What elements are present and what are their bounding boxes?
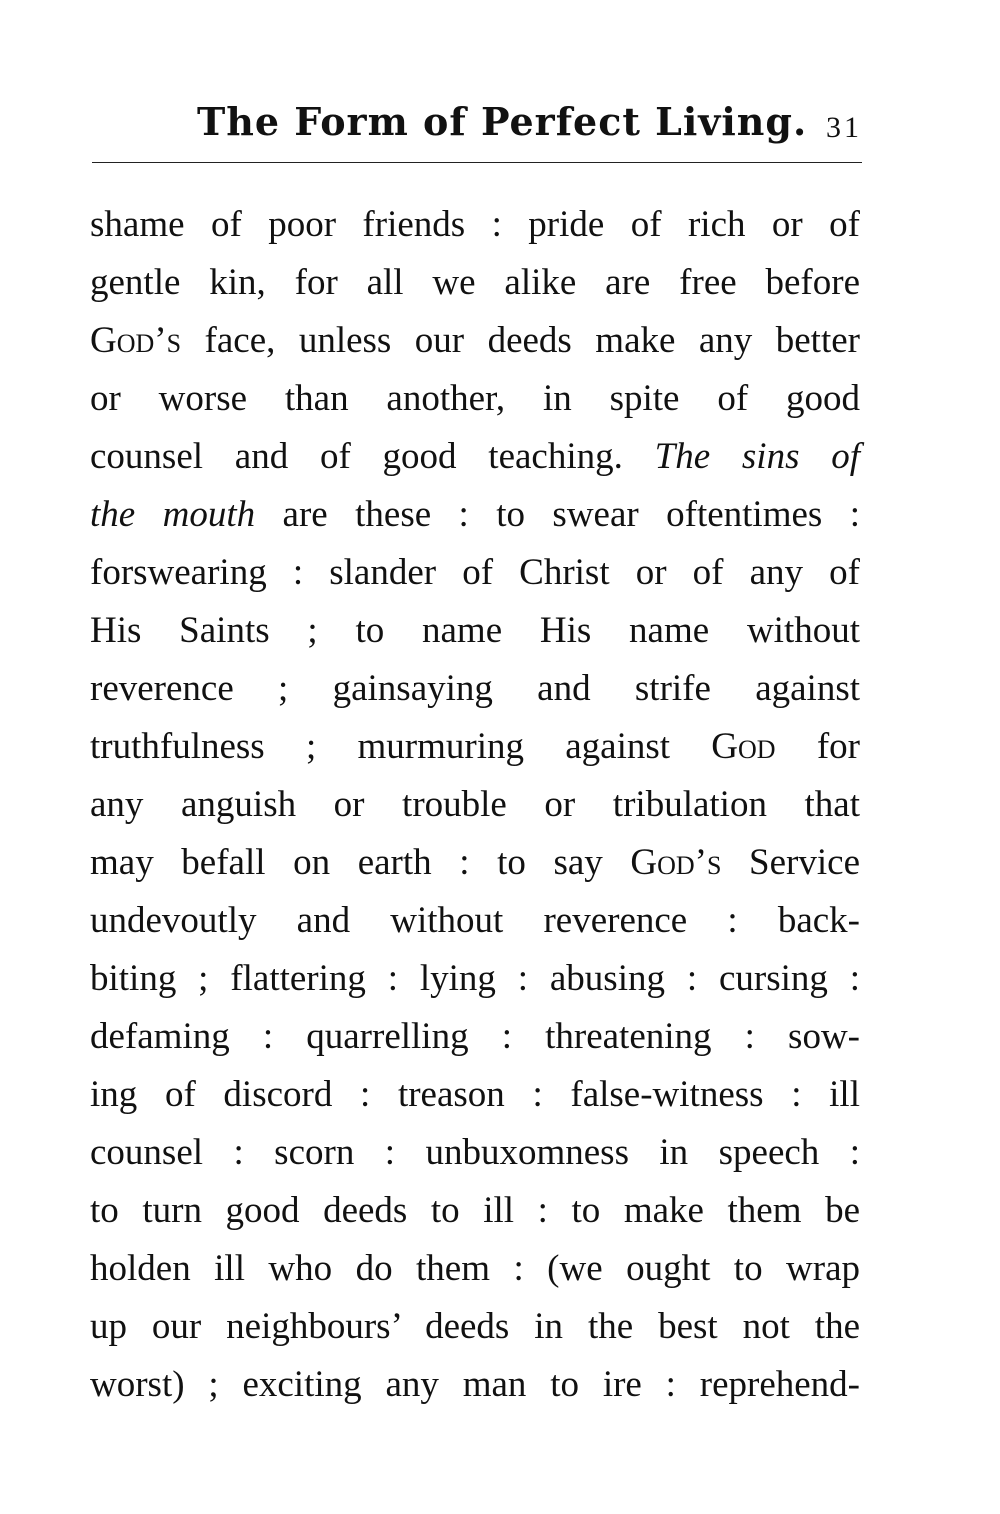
text-line: worst) ; exciting any man to ire : reprehend- <box>90 1364 860 1405</box>
running-title: The Form of Perfect Living. <box>197 99 808 144</box>
text-segment: may befall on earth : to say <box>90 842 631 883</box>
body-text <box>90 196 860 1414</box>
running-head <box>92 92 862 162</box>
text-line <box>90 718 860 776</box>
text-line <box>90 834 860 892</box>
text-line <box>90 428 860 486</box>
text-segment: counsel and of good teaching. <box>90 436 655 477</box>
text-line: or worse than another, in spite of good <box>90 378 860 419</box>
text-segment: Service <box>721 842 860 883</box>
text-segment: are these : to swear oftentimes : <box>255 494 861 535</box>
text-line <box>90 312 860 370</box>
text-line: defaming : quarrelling : threatening : sow- <box>90 1016 860 1057</box>
italic-phrase: The sins of <box>654 436 861 477</box>
text-line: His Saints ; to name His name without <box>90 610 860 651</box>
text-line: shame of poor friends : pride of rich or of <box>90 204 860 245</box>
small-caps-word: God <box>711 726 776 767</box>
header-rule <box>92 162 862 163</box>
text-line: holden ill who do them : (we ought to wrap <box>90 1248 860 1289</box>
text-line: to turn good deeds to ill : to make them be <box>90 1190 860 1231</box>
text-line: up our neighbours’ deeds in the best not the <box>90 1306 860 1347</box>
text-line <box>90 486 860 544</box>
text-line: any anguish or trouble or tribulation that <box>90 784 860 825</box>
text-segment: face, unless our deeds make any better <box>181 320 860 361</box>
text-line: ing of discord : treason : false-witness : ill <box>90 1074 860 1115</box>
text-line: biting ; flattering : lying : abusing : cursing : <box>90 958 860 999</box>
text-segment: for <box>775 726 860 767</box>
text-line: forswearing : slander of Christ or of any of <box>90 552 860 593</box>
text-line: gentle kin, for all we alike are free before <box>90 262 860 303</box>
italic-phrase: the mouth <box>90 494 256 535</box>
page-number: 31 <box>826 111 862 144</box>
small-caps-word: God’s <box>90 320 182 361</box>
text-line: reverence ; gainsaying and strife against <box>90 668 860 709</box>
text-line: undevoutly and without reverence : back- <box>90 900 860 941</box>
text-segment: truthfulness ; murmuring against <box>90 726 712 767</box>
text-line: counsel : scorn : unbuxomness in speech : <box>90 1132 860 1173</box>
small-caps-word: God’s <box>630 842 722 883</box>
